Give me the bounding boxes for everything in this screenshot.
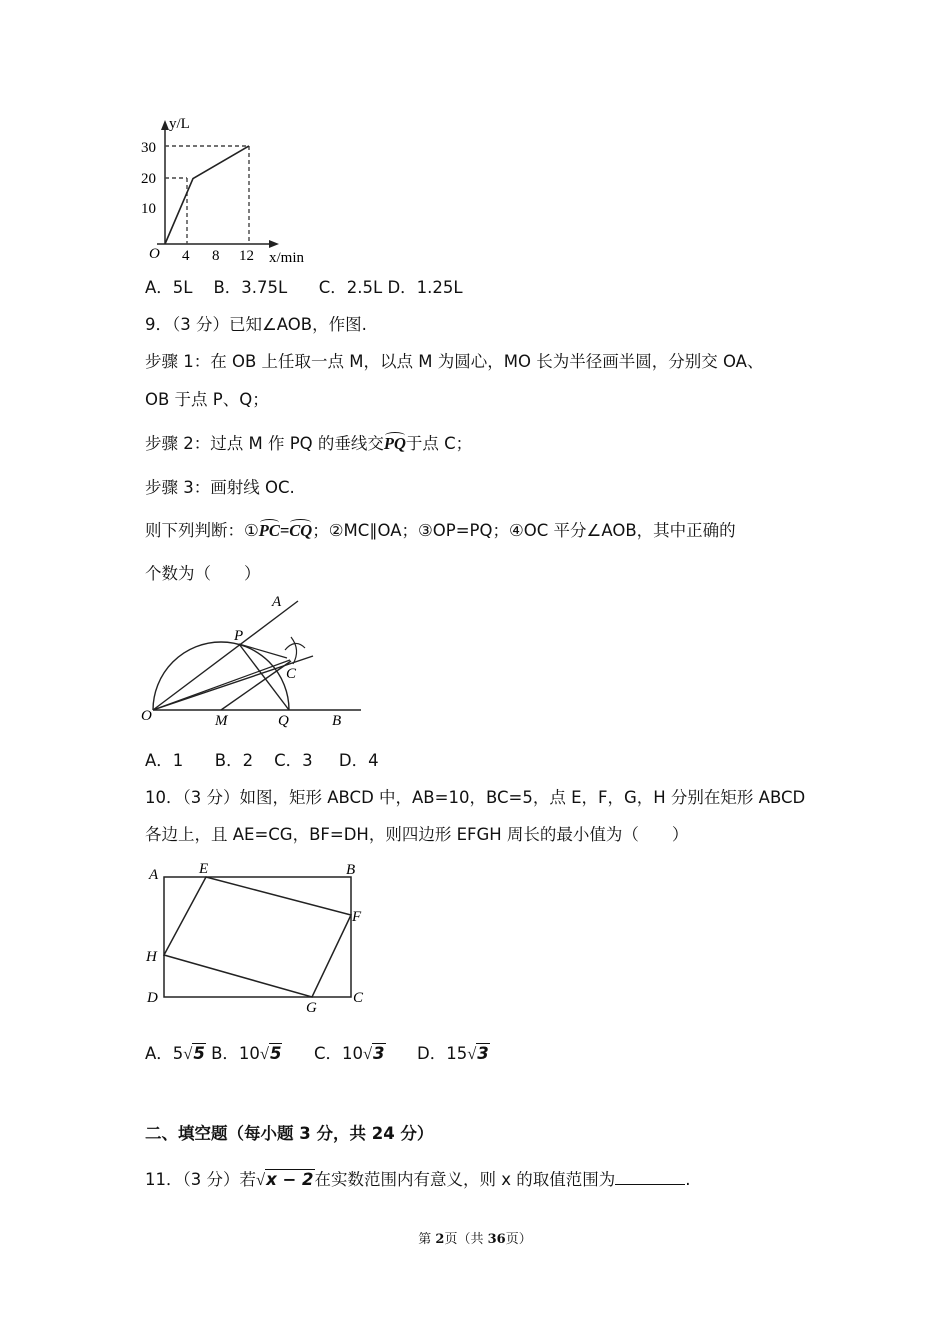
page-number: 2 [435, 1232, 445, 1247]
q9-option-a: A．1 [145, 751, 184, 770]
sqrt-icon: √ [183, 1044, 193, 1063]
q8-option-b: B．3.75L [213, 278, 288, 297]
label-a: A [149, 867, 159, 883]
x-tick-4: 4 [182, 248, 190, 264]
label-b: B [332, 713, 342, 729]
origin-label: O [149, 246, 160, 262]
sqrt-icon: √ [362, 1044, 373, 1063]
q10-option-d-radicand: 3 [477, 1044, 489, 1063]
q9-judge-post: ；②MC∥OA；③OP=PQ；④OC 平分∠AOB，其中正确的 [312, 521, 736, 540]
quadrilateral-efgh [164, 877, 351, 997]
q9-step2 [145, 430, 472, 454]
q10-option-a-radicand: 5 [193, 1044, 205, 1063]
page-footer [0, 1228, 950, 1247]
q8-option-a: A．5L [145, 278, 193, 297]
y-tick-10: 10 [141, 201, 156, 217]
footer-mid: 页（共 [444, 1232, 488, 1247]
section-heading: 二、填空题（每小题 3 分，共 24 分） [145, 1124, 434, 1143]
q9-step2-post: 于点 C； [405, 434, 473, 453]
q10-option-c-radicand: 3 [373, 1044, 385, 1063]
label-c: C [286, 666, 297, 682]
arc-pq: PQ [383, 434, 406, 453]
q9-judgement [145, 517, 736, 541]
q11-end: . [685, 1170, 691, 1189]
segment-pq [239, 644, 289, 710]
q10-options [145, 1040, 490, 1064]
label-g: G [306, 1000, 317, 1016]
segment-mc [221, 661, 291, 710]
q8-option-d: D．1.25L [387, 278, 463, 297]
q9-options [145, 747, 379, 771]
y-tick-20: 20 [141, 171, 156, 187]
label-a: A [272, 594, 282, 610]
label-f: F [352, 909, 362, 925]
sqrt-icon: √ [467, 1044, 477, 1063]
sqrt-icon: √ [259, 1044, 269, 1063]
volume-line [165, 146, 249, 244]
q9-option-c: C．3 [274, 751, 313, 770]
label-o: O [141, 708, 152, 724]
y-axis-label: y/L [169, 116, 190, 132]
label-e: E [199, 861, 209, 877]
sqrt-icon: √ [256, 1170, 266, 1189]
q11-post: 在实数范围内有意义，则 x 的取值范围为 [314, 1170, 616, 1189]
water-volume-graph [135, 112, 350, 267]
q10-option-d-prefix: D．15 [417, 1044, 468, 1063]
q9-step1-line1: 步骤 1：在 OB 上任取一点 M，以点 M 为圆心，MO 长为半径画半圆，分别交 OA、 [145, 352, 764, 371]
angle-construction-figure [135, 590, 375, 730]
y-axis-arrow [161, 120, 169, 130]
q8-option-c: C．2.5L [318, 278, 383, 297]
construction-arc-2 [291, 637, 297, 664]
label-c: C [353, 990, 364, 1006]
footer-post: 页） [505, 1232, 532, 1247]
q11 [145, 1166, 691, 1190]
x-axis-arrow [269, 240, 279, 248]
total-pages: 36 [487, 1232, 506, 1247]
label-h: H [146, 949, 157, 965]
rectangle-abcd [164, 877, 351, 997]
q10-option-a-prefix: A．5 [145, 1044, 184, 1063]
q9-judge-pre: 则下列判断：① [145, 521, 259, 540]
q9-option-b: B．2 [214, 751, 254, 770]
arc-cq: CQ [289, 521, 313, 540]
q9-step2-pre: 步骤 2：过点 M 作 PQ 的垂线交 [145, 434, 384, 453]
q10-stem-line1: 10．（3 分）如图，矩形 ABCD 中，AB=10，BC=5，点 E，F，G，H 分别在矩形 ABCD [145, 788, 806, 807]
equals-sign: = [279, 521, 290, 540]
q10-option-c-prefix: C．10 [313, 1044, 363, 1063]
q9-judgement-line2: 个数为（ ） [145, 564, 261, 583]
q10-option-b-radicand: 5 [269, 1044, 282, 1063]
answer-blank [615, 1170, 685, 1185]
label-d: D [147, 990, 158, 1006]
q9-option-d: D．4 [338, 751, 379, 770]
arc-pc: PC [258, 521, 280, 540]
q11-radicand: x − 2 [266, 1170, 314, 1189]
q10-stem-line2: 各边上，且 AE=CG，BF=DH，则四边形 EFGH 周长的最小值为（ ） [145, 825, 689, 844]
label-q: Q [278, 713, 289, 729]
rectangle-figure [140, 855, 380, 1020]
q8-options [145, 274, 463, 298]
label-b: B [346, 862, 356, 878]
q9-step1-line2: OB 于点 P、Q； [145, 390, 269, 409]
label-p: P [234, 628, 244, 644]
x-tick-12: 12 [239, 248, 254, 264]
label-m: M [215, 713, 228, 729]
q9-stem: 9．（3 分）已知∠AOB，作图. [145, 315, 367, 334]
x-tick-8: 8 [212, 248, 220, 264]
q10-option-b-prefix: B．10 [211, 1044, 260, 1063]
footer-pre: 第 [418, 1232, 436, 1247]
q9-step3: 步骤 3：画射线 OC. [145, 478, 295, 497]
x-axis-label: x/min [269, 250, 305, 266]
y-tick-30: 30 [141, 140, 156, 156]
q11-pre: 11．（3 分）若 [145, 1170, 256, 1189]
